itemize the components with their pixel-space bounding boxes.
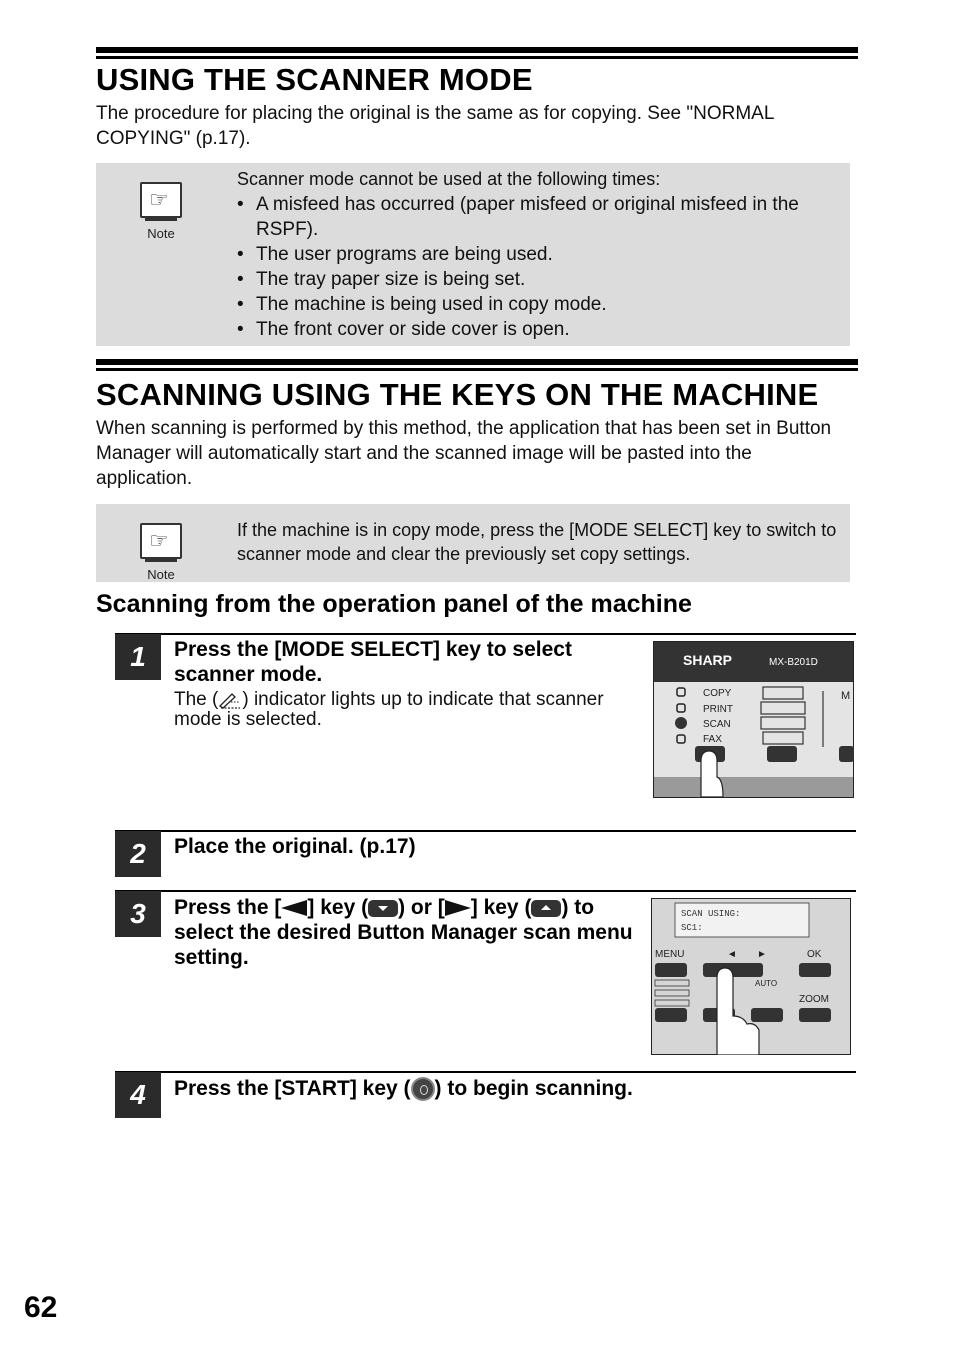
panel-brand: SHARP xyxy=(683,652,733,668)
note-content: If the machine is in copy mode, press the [MODE SELECT] key to switch to scanner mode and clear the previously set copy settings. xyxy=(237,520,837,564)
svg-text:PRINT: PRINT xyxy=(703,704,733,715)
operation-panel-mode-select-illustration xyxy=(653,641,854,798)
svg-text:SCAN: SCAN xyxy=(703,719,731,730)
svg-text:FAX: FAX xyxy=(703,734,722,745)
svg-text:OK: OK xyxy=(807,949,822,960)
note-icon: ☞ Note xyxy=(140,182,182,241)
list-item: • The tray paper size is being set. xyxy=(237,267,843,292)
header-rule-thin xyxy=(96,56,858,59)
note-content xyxy=(237,167,843,342)
step-number-2: 2 xyxy=(115,831,161,877)
header-rule-thick xyxy=(96,47,858,53)
note-bullet-list xyxy=(237,192,843,342)
step-divider xyxy=(115,830,856,832)
svg-text:COPY: COPY xyxy=(703,688,732,699)
note-box-copy-mode xyxy=(96,504,850,582)
panel-model: MX-B201D xyxy=(769,657,818,668)
scan-indicator-icon xyxy=(218,691,242,709)
start-key-icon xyxy=(411,1077,435,1101)
list-item: • A misfeed has occurred (paper misfeed or original misfeed in the RSPF). xyxy=(237,192,843,242)
step-divider xyxy=(115,633,856,635)
note-box-scanner-mode xyxy=(96,163,850,346)
svg-text:SCAN USING:: SCAN USING: xyxy=(681,909,741,919)
section2-rule-thick xyxy=(96,359,858,365)
note-intro: Scanner mode cannot be used at the following times: xyxy=(237,169,661,189)
right-key-icon xyxy=(445,900,471,916)
section-intro-scanning-keys: When scanning is performed by this method, the application that has been set in Button Manager will automatically start and the scanned image will be pasted into the application. xyxy=(96,418,832,489)
step-divider xyxy=(115,890,856,892)
subsection-title: Scanning from the operation panel of the machine xyxy=(96,590,692,618)
section-title-scanner-mode: USING THE SCANNER MODE xyxy=(96,62,533,97)
left-key-icon xyxy=(281,900,307,916)
step-number-1: 1 xyxy=(115,634,161,680)
svg-text:►: ► xyxy=(757,949,767,960)
svg-text:ZOOM: ZOOM xyxy=(799,994,829,1005)
step-divider xyxy=(115,1071,856,1073)
step-4-title: Press the [START] key ( ) to begin scanning. xyxy=(174,1077,633,1100)
list-item: • The front cover or side cover is open. xyxy=(237,317,843,342)
operation-panel-arrow-keys-illustration xyxy=(651,898,851,1055)
up-key-icon xyxy=(531,900,561,917)
page-number: 62 xyxy=(24,1291,58,1324)
down-key-icon xyxy=(368,900,398,917)
note-icon: ☞ Note xyxy=(140,523,182,582)
step-number-3: 3 xyxy=(115,891,161,937)
svg-text:SC1:: SC1: xyxy=(681,923,703,933)
list-item: • The machine is being used in copy mode. xyxy=(237,292,843,317)
svg-text:MENU: MENU xyxy=(655,949,685,960)
step-2-title: Place the original. (p.17) xyxy=(174,835,416,858)
section2-rule-thin xyxy=(96,368,858,371)
step-1-title: Press the [MODE SELECT] key to select scanner mode. xyxy=(174,638,572,686)
section-intro-scanner-mode: The procedure for placing the original is the same as for copying. See "NORMAL COPYING" (p.17). xyxy=(96,103,774,149)
step-number-4: 4 xyxy=(115,1072,161,1118)
step-3-title: Press the [ ] key ( ) or [ ] key ( ) to select the desired Button Manager scan menu setting. xyxy=(174,896,633,969)
svg-text:AUTO: AUTO xyxy=(755,979,778,988)
section-title-scanning-keys: SCANNING USING THE KEYS ON THE MACHINE xyxy=(96,377,819,412)
svg-text:M: M xyxy=(841,690,851,702)
step-1-description: The ( ) indicator lights up to indicate that scanner mode is selected. xyxy=(174,689,604,730)
list-item: • The user programs are being used. xyxy=(237,242,843,267)
svg-text:◄: ◄ xyxy=(727,949,737,960)
